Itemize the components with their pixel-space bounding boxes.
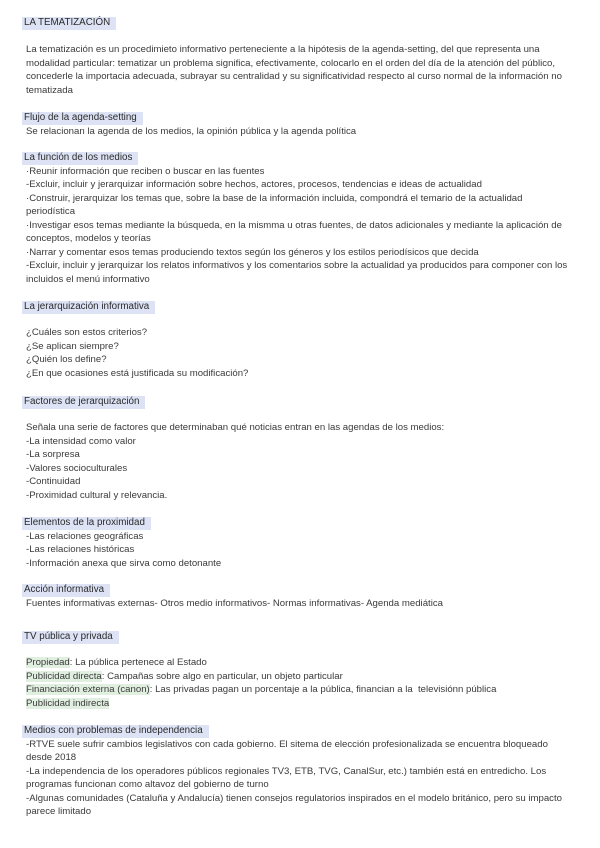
- question-item: ¿Se aplican siempre?: [26, 340, 119, 352]
- section-jerarquizacion: [26, 300, 574, 314]
- section-proximidad: [26, 516, 574, 570]
- list-item: -Continuidad: [26, 476, 81, 487]
- factores-intro: Señala una serie de factores que determinaban qué noticias entran en las agendas de los medios:: [26, 422, 445, 433]
- tv-row-text: : Campañas sobre algo en particular, un objeto particular: [101, 670, 343, 682]
- list-item: ·Construir, jerarquizar los temas que, sobre la base de la información incluida, compondrá el temario de la actualidad periodística: [26, 192, 526, 217]
- section-factores: [26, 395, 574, 409]
- list-item: ·Reunir información que reciben o buscar en las fuentes: [26, 165, 265, 177]
- heading-flujo: Flujo de la agenda-setting: [22, 112, 143, 125]
- tv-row: [26, 697, 574, 711]
- tv-row-label: Financiación externa (canon): [26, 684, 150, 695]
- section-accion: [26, 583, 574, 610]
- tv-rows: [26, 656, 574, 710]
- list-item: ·Narrar y comentar esos temas produciendo textos según los géneros y los estilos periodísicos que decida: [26, 246, 479, 258]
- tematizacion-paragraph: La tematización es un procedimieto informativo perteneciente a la hipótesis de la agenda-setting, del que representa una modalidad particular: tematizar un problema significa, efectivamente, colocarlo en el orden del día de la atención del público, concederle la importacia adecuada, subrayar su centralidad y su significatividad respecto al curso normal de la información no tematizada: [26, 44, 562, 96]
- tv-row: [26, 670, 574, 684]
- section-independencia: [26, 724, 574, 819]
- list-item: -Las relaciones históricas: [26, 544, 135, 555]
- heading-proximidad: Elementos de la proximidad: [22, 517, 151, 530]
- section-tv: [26, 630, 574, 644]
- heading-funcion: La función de los medios: [22, 152, 138, 165]
- list-item: -RTVE suele sufrir cambios legislativos con cada gobierno. El sitema de elección profesionalizada se encuentra bloqueado desde 2018: [26, 738, 551, 763]
- tv-row: [26, 683, 574, 697]
- tv-row-text: : Las privadas pagan un porcentaje a la pública, financian a la televisiónn pública: [149, 684, 497, 695]
- section-flujo: [26, 111, 574, 138]
- list-item: -Excluir, incluir y jerarquizar los relatos informativos y los comentarios sobre la actualidad ya producidos para componer con los incluidos el menú informativo: [26, 260, 570, 285]
- tv-row-label: Publicidad directa: [26, 670, 102, 682]
- tv-row-label: Publicidad indirecta: [26, 697, 110, 709]
- factores-content: [26, 421, 574, 502]
- tv-row-label: Propiedad: [26, 657, 70, 668]
- list-item: -Algunas comunidades (Cataluña y Andalucía) tienen consejos regulatorios inspirados en el modelo británico, pero su impacto parece limitado: [26, 792, 565, 817]
- question-item: ¿Cuáles son estos criterios?: [26, 327, 148, 338]
- heading-tematizacion: LA TEMATIZACIÓN: [22, 17, 116, 30]
- list-item: -La independencia de los operadores públicos regionales TV3, ETB, TVG, CanalSur, etc.) también está en entredicho. Los programas funcionan como altavoz del gobierno de turno: [26, 765, 549, 790]
- list-item: ·Investigar esos temas mediante la búsqueda, en la mismma u otras fuentes, de datos adicionales y mediante la aplicación de conceptos, modelos y teorías: [26, 219, 565, 244]
- section-tematizacion: [26, 16, 574, 30]
- question-item: ¿Quién los define?: [26, 354, 107, 365]
- list-item: -La sorpresa: [26, 449, 80, 460]
- heading-tv: TV pública y privada: [22, 631, 119, 644]
- list-item: -Información anexa que sirva como detonante: [26, 557, 222, 569]
- tv-row: [26, 656, 574, 670]
- list-item: -Excluir, incluir y jerarquizar información sobre hechos, actores, procesos, tendencias e ideas de actualidad: [26, 179, 482, 190]
- section-funcion: [26, 151, 574, 286]
- heading-factores: Factores de jerarquización: [22, 396, 145, 409]
- list-item: -Proximidad cultural y relevancia.: [26, 489, 168, 501]
- list-item: -Las relaciones geográficas: [26, 530, 144, 542]
- question-item: ¿En que ocasiones está justificada su modificación?: [26, 367, 249, 379]
- heading-jerarquizacion: La jerarquización informativa: [22, 301, 155, 314]
- heading-independencia: Medios con problemas de independencia: [22, 725, 209, 738]
- tv-row-text: : La pública pertenece al Estado: [69, 657, 207, 668]
- tematizacion-paragraph-block: [26, 43, 574, 97]
- flujo-text: Se relacionan la agenda de los medios, la opinión pública y la agenda política: [26, 125, 357, 137]
- jerarquizacion-questions: [26, 326, 574, 380]
- list-item: -Valores socioculturales: [26, 462, 128, 474]
- accion-text: Fuentes informativas externas- Otros medio informativos- Normas informativas- Agenda mediática: [26, 597, 443, 609]
- list-item: -La intensidad como valor: [26, 435, 136, 447]
- heading-accion: Acción informativa: [22, 584, 110, 597]
